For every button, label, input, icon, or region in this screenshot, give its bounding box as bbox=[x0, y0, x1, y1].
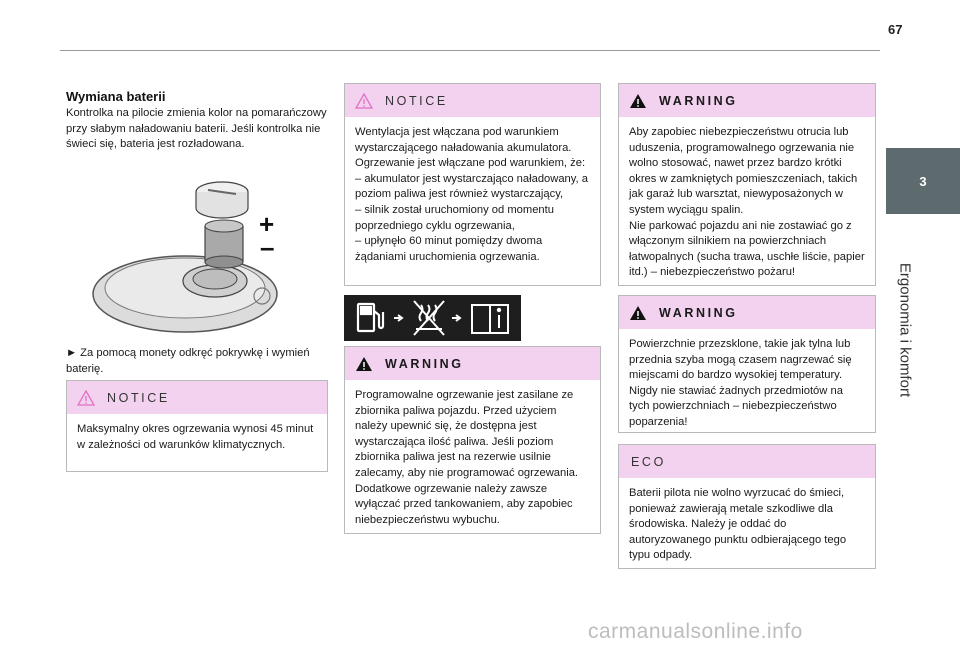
eco-text: Baterii pilota nie wolno wyrzucać do śmieci, ponieważ zawierają metale szkodliwe dla środowiska. Należy je oddać do autoryzowanego punktu odbierającego tego typu odpady. bbox=[629, 487, 847, 562]
notice-box-ventilation bbox=[344, 83, 601, 286]
warning-text: Programowalne ogrzewanie jest zasilane ze zbiornika paliwa pojazdu. Przed użyciem należy upewnić się, że dostępna jest wystarczająca ilość paliwa. Jeśli poziom zbiornika paliwa jest na rezerwie usilnie zalecamy, aby nie programować ogrzewania. Dodatkowe ogrzewanie należy zawsze wyłączać przed tankowaniem, aby zapobiec niebezpieczeństwu wybuchu. bbox=[355, 389, 579, 526]
warning-label: WARNING bbox=[659, 93, 738, 108]
warning-text bbox=[619, 117, 875, 289]
notice-header bbox=[67, 381, 327, 414]
warning-triangle-icon bbox=[629, 93, 647, 109]
remote-battery-illustration bbox=[90, 176, 290, 336]
warning-line: Nie parkować pojazdu ani nie zostawiać go z włączonym silnikiem na powierzchniach łatwopalnych (sucha trawa, uschłe liście, papier itd.) – niebezpieczeństwo pożaru! bbox=[629, 219, 865, 279]
watermark: carmanualsonline.info bbox=[588, 620, 803, 643]
notice-line: Ogrzewanie jest włączane pod warunkiem, że: bbox=[355, 157, 586, 170]
warning-label: WARNING bbox=[659, 305, 738, 320]
minus-sign: – bbox=[260, 232, 275, 262]
fuel-heating-manual-icon-strip bbox=[344, 295, 521, 341]
warning-box-glass bbox=[618, 295, 876, 433]
section-title: Wymiana baterii bbox=[66, 89, 166, 104]
warning-text: Powierzchnie przezsklone, takie jak tylna lub przednia szyba mogą czasem nagrzewać się miejscami do bardzo wysokiej temperatury. Nigdy nie stawiać żadnych przedmiotów na tych powierzchniach – niebezpieczeństwo poparzenia! bbox=[629, 338, 852, 428]
notice-text bbox=[345, 117, 600, 273]
top-rule bbox=[60, 50, 880, 51]
notice-triangle-icon bbox=[77, 390, 95, 406]
warning-header bbox=[619, 296, 875, 329]
eco-header bbox=[619, 445, 875, 478]
chapter-title: Ergonomia i komfort bbox=[896, 262, 914, 398]
notice-box-battery bbox=[66, 380, 328, 472]
warning-header bbox=[619, 84, 875, 117]
notice-line: – silnik został uruchomiony od momentu poprzedniego cyklu ogrzewania, bbox=[355, 203, 554, 232]
page-number: 67 bbox=[888, 22, 903, 37]
warning-box-fuel bbox=[344, 346, 601, 534]
warning-box-poisoning bbox=[618, 83, 876, 286]
notice-line: – akumulator jest wystarczająco naładowany, a poziom paliwa jest również wystarczający, bbox=[355, 172, 588, 201]
chapter-tab[interactable]: 3 bbox=[886, 148, 960, 214]
warning-header bbox=[345, 347, 600, 380]
warning-line: Aby zapobiec niebezpieczeństwu otrucia lub uduszenia, programowalnego ogrzewania nie wolno stosować, nawet przez bardzo krótki okres w zamkniętych pomieszczeniach, takich jak garaż lub warsztat, niewyposażonych w system wyciągu spalin. bbox=[629, 126, 858, 216]
intro-paragraph: Kontrolka na pilocie zmienia kolor na pomarańczowy przy słabym naładowaniu baterii. Jeśli kontrolka nie świeci się, bateria jest rozładowana. bbox=[66, 107, 327, 151]
warning-triangle-icon bbox=[355, 356, 373, 372]
notice-text: Maksymalny okres ogrzewania wynosi 45 minut w zależności od warunków klimatycznych. bbox=[77, 423, 314, 451]
notice-line: – upłynęło 60 minut pomiędzy dwoma żądaniami uruchomienia ogrzewania. bbox=[355, 235, 543, 263]
warning-triangle-icon bbox=[629, 305, 647, 321]
instruction-step: ► Za pomocą monety odkręć pokrywkę i wymień baterię. bbox=[66, 347, 310, 375]
notice-label: NOTICE bbox=[107, 390, 170, 405]
notice-header bbox=[345, 84, 600, 117]
notice-line: Wentylacja jest włączana pod warunkiem wystarczającego naładowania akumulatora. bbox=[355, 126, 572, 154]
notice-label: NOTICE bbox=[385, 93, 448, 108]
plus-sign: + bbox=[259, 209, 275, 239]
notice-triangle-icon bbox=[355, 93, 373, 109]
warning-label: WARNING bbox=[385, 356, 464, 371]
eco-label: ECO bbox=[631, 454, 666, 469]
eco-box bbox=[618, 444, 876, 569]
